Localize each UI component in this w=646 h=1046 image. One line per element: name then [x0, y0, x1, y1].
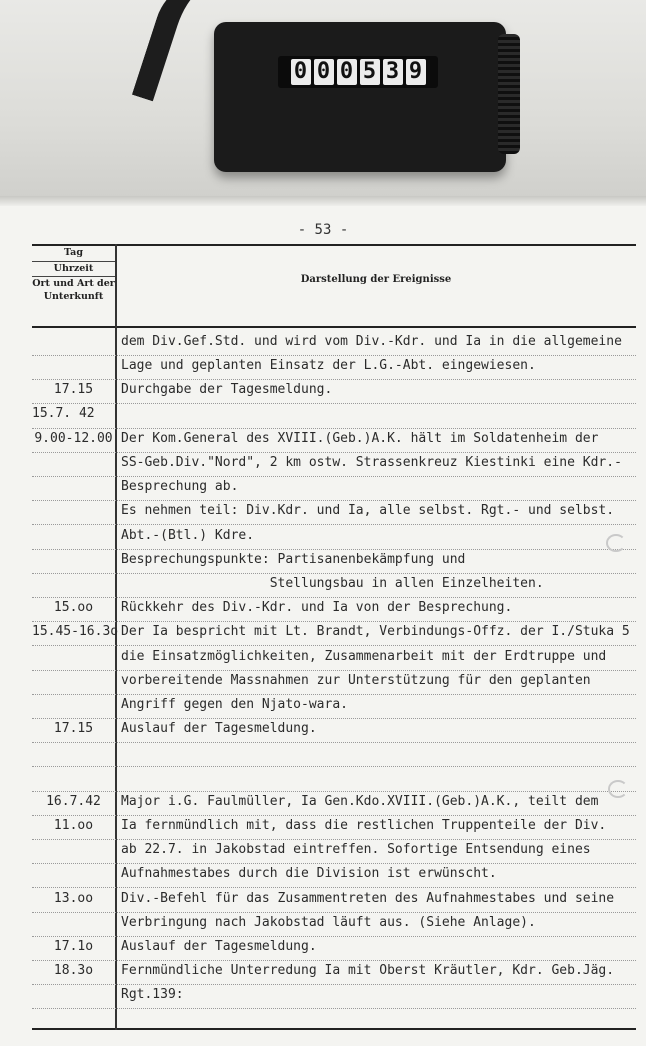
row-text: Auslauf der Tagesmeldung.	[121, 721, 317, 737]
row-text: Es nehmen teil: Div.Kdr. und Ia, alle selbst. Rgt.- und selbst.	[121, 503, 615, 519]
table-row	[32, 475, 636, 501]
table-row	[32, 717, 636, 743]
header-rule	[32, 326, 636, 328]
row-text: Aufnahmestabes durch die Division ist erwünscht.	[121, 866, 497, 882]
row-time: 11.oo	[53, 818, 94, 833]
row-time: 17.15	[53, 721, 94, 737]
table-row	[32, 620, 636, 646]
row-text: Lage und geplanten Einsatz der L.G.-Abt. eingewiesen.	[121, 358, 536, 374]
table-row	[32, 572, 636, 598]
table-row	[32, 645, 636, 671]
row-text: vorbereitende Massnahmen zur Unterstützung für den geplanten	[121, 672, 591, 688]
row-time: 17.15	[53, 382, 94, 398]
row-time: 9.00-12.00	[34, 430, 113, 446]
row-text: dem Div.Gef.Std. und wird vom Div.-Kdr. und Ia in die allgemeine	[121, 334, 622, 349]
table-row	[32, 548, 636, 574]
table-row	[32, 669, 636, 695]
table-row	[32, 887, 636, 913]
header-uhrzeit: Uhrzeit	[32, 262, 115, 278]
row-time: 15.oo	[53, 600, 94, 616]
table-row	[32, 451, 636, 477]
table-row	[32, 427, 636, 453]
table-row	[32, 814, 636, 840]
page-number: - 53 -	[297, 222, 349, 238]
smudge-mark	[608, 780, 628, 798]
row-text: Durchgabe der Tagesmeldung.	[121, 382, 333, 398]
row-time: 16.7.42	[46, 793, 101, 809]
header-tag: Tag	[32, 246, 115, 262]
counter-display	[278, 56, 438, 88]
row-text: Stellungsbau in allen Einzelheiten.	[121, 576, 544, 591]
table-row	[32, 911, 636, 937]
counter-digit: 0	[291, 59, 311, 85]
row-text: Fernmündliche Unterredung Ia mit Oberst Kräutler, Kdr. Geb.Jäg.	[121, 963, 615, 979]
smudge-mark	[606, 534, 626, 552]
counter-photo	[0, 0, 646, 205]
row-text: Rückkehr des Div.-Kdr. und Ia von der Besprechung.	[121, 600, 513, 616]
header-left	[32, 246, 115, 304]
table-row	[32, 330, 636, 356]
counter-device	[214, 22, 506, 172]
table-row	[32, 790, 636, 816]
table-row	[32, 403, 636, 429]
table-row	[32, 741, 636, 767]
table-row	[32, 378, 636, 404]
table-row	[32, 838, 636, 864]
row-text: Der Kom.General des XVIII.(Geb.)A.K. hält im Soldatenheim der	[121, 430, 599, 446]
table-row	[32, 524, 636, 550]
row-text: Besprechung ab.	[121, 479, 239, 495]
row-text: Der Ia bespricht mit Lt. Brandt, Verbindungs-Offz. der I./Stuka 5	[121, 624, 630, 640]
row-time: 13.oo	[53, 890, 94, 906]
counter-digit: 0	[314, 59, 334, 85]
row-time: 15.45-16.3o	[32, 624, 119, 640]
table-row	[32, 499, 636, 525]
table-row	[32, 766, 636, 792]
counter-digit: 3	[383, 59, 403, 85]
counter-knob	[498, 34, 520, 154]
row-text: SS-Geb.Div."Nord", 2 km ostw. Strassenkreuz Kiestinki eine Kdr.-	[121, 455, 622, 470]
counter-digit: 9	[406, 59, 426, 85]
row-text: Ia fernmündlich mit, dass die restlichen Truppenteile der Div.	[121, 818, 607, 833]
row-text: die Einsatzmöglichkeiten, Zusammenarbeit mit der Erdtruppe und	[121, 648, 607, 664]
row-text: Div.-Befehl für das Zusammentreten des Aufnahmestabes und seine	[121, 890, 615, 906]
bottom-rule	[32, 1028, 636, 1030]
table-row	[32, 596, 636, 622]
row-text: Abt.-(Btl.) Kdre.	[121, 527, 255, 543]
row-time: 15.7. 42	[32, 405, 95, 421]
header-ort: Ort und Art der Unterkunft	[32, 278, 115, 302]
row-text: Besprechungspunkte: Partisanenbekämpfung und	[121, 551, 466, 567]
row-text: Major i.G. Faulmüller, Ia Gen.Kdo.XVIII.(Geb.)A.K., teilt dem	[121, 793, 599, 809]
row-text: Angriff gegen den Njato-wara.	[121, 697, 348, 712]
table-row	[32, 862, 636, 888]
header-right: Darstellung der Ereignisse	[300, 274, 452, 285]
row-text: Rgt.139:	[121, 987, 184, 1003]
row-text: ab 22.7. in Jakobstad eintreffen. Sofortige Entsendung eines	[121, 842, 591, 858]
log-table	[32, 244, 636, 1030]
row-time: 18.3o	[53, 963, 94, 979]
top-rule	[32, 244, 636, 246]
table-row	[32, 935, 636, 961]
table-row	[32, 693, 636, 719]
counter-digit: 5	[360, 59, 380, 85]
counter-digit: 0	[337, 59, 357, 85]
page-edge	[0, 196, 646, 206]
table-row	[32, 354, 636, 380]
row-time: 17.1o	[53, 939, 94, 954]
table-row	[32, 983, 636, 1009]
row-text: Auslauf der Tagesmeldung.	[121, 939, 317, 954]
table-row	[32, 959, 636, 985]
row-text: Verbringung nach Jakobstad läuft aus. (Siehe Anlage).	[121, 914, 536, 930]
